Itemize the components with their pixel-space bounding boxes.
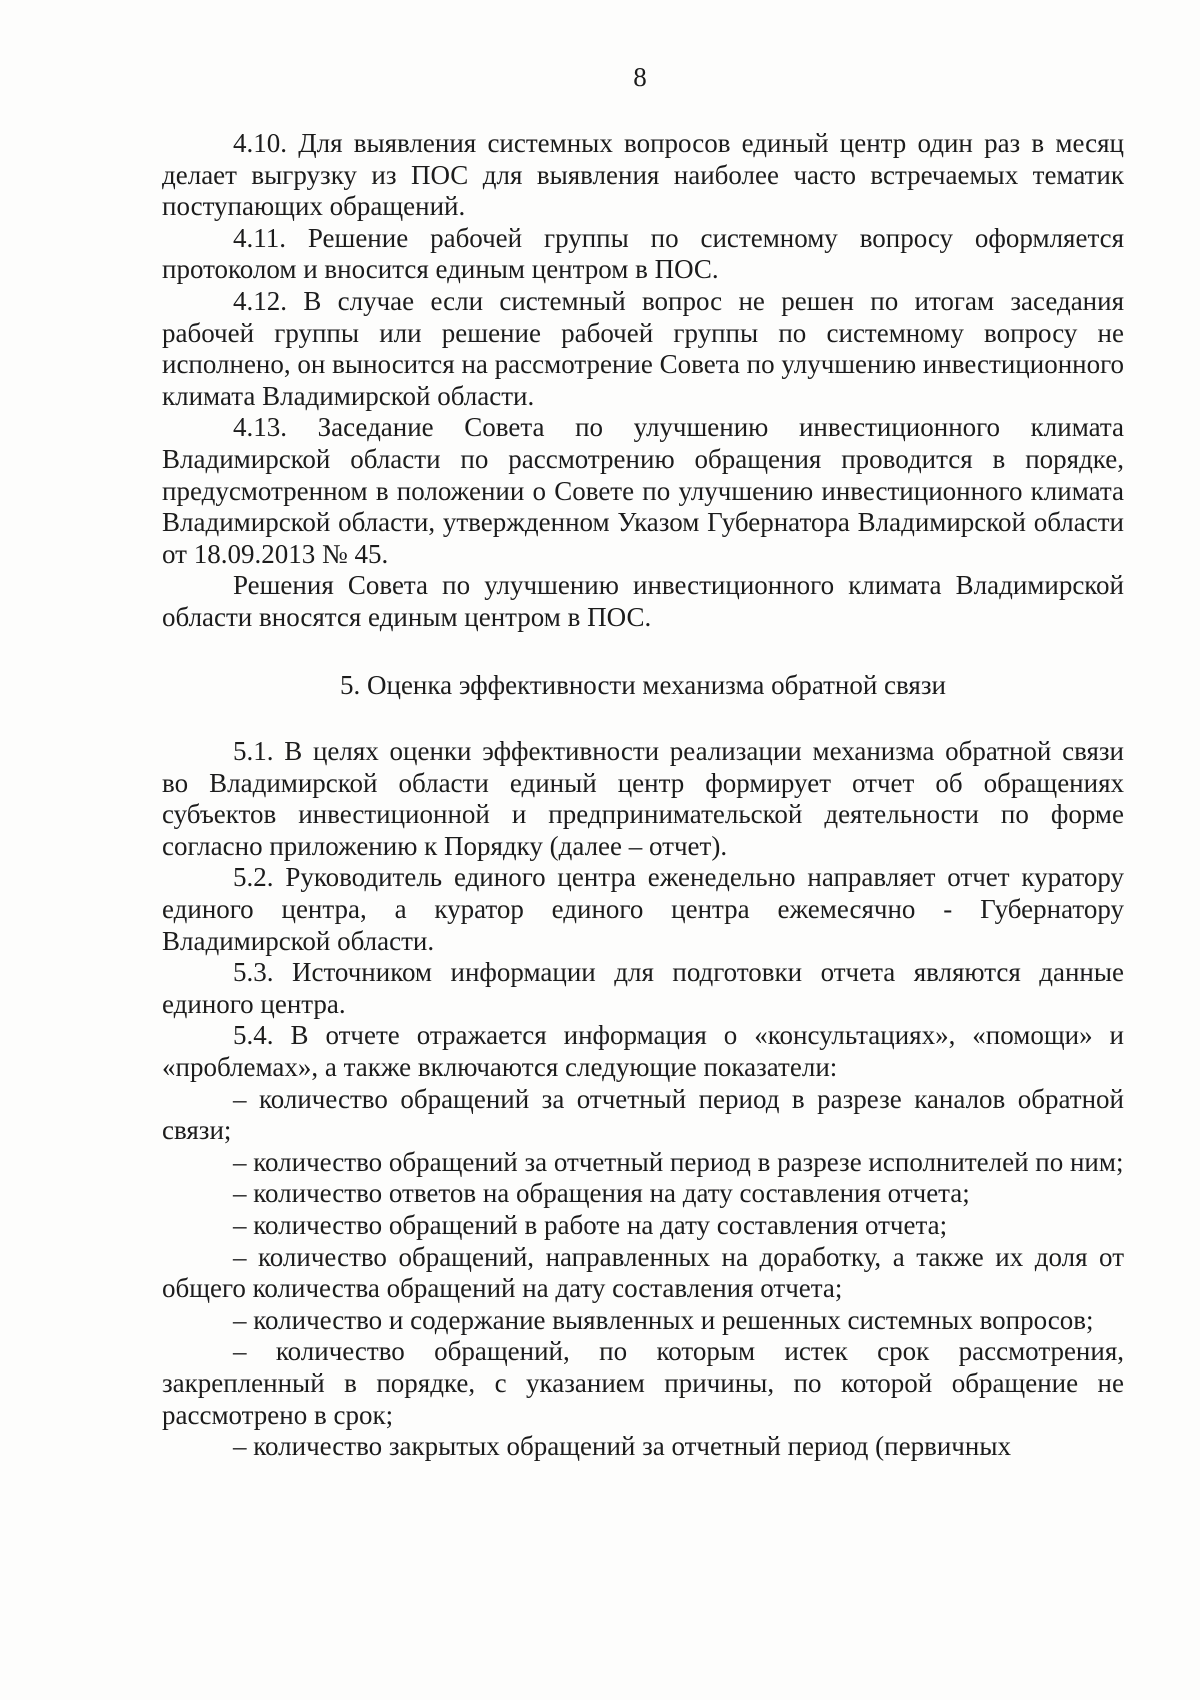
list-item: – количество и содержание выявленных и решенных системных вопросов; [233,1304,1094,1335]
list-item: – количество обращений в работе на дату составления отчета; [233,1210,948,1240]
list-item: – количество закрытых обращений за отчетный период (первичных [233,1431,1011,1462]
list-item: – количество обращений за отчетный период в разрезе каналов обратной связи; [162,1083,1124,1146]
list-item: – количество ответов на обращения на дату составления отчета; [233,1178,970,1209]
paragraph-5-2: 5.2. Руководитель единого центра еженедельно направляет отчет куратору единого центра, а куратор единого центра ежемесячно - Губернатору Владимирской области. [162,862,1124,956]
list-item: – количество обращений за отчетный период в разрезе исполнителей по ним; [233,1146,1124,1177]
paragraph-4-10: 4.10. Для выявления системных вопросов единый центр один раз в месяц делает выгрузку из ПОС для выявления наиболее часто встречаемых тематик поступающих обращений. [162,128,1124,222]
section-heading: 5. Оценка эффективности механизма обратной связи [340,669,946,700]
page-number: 8 [633,62,647,92]
paragraph-4-12: 4.12. В случае если системный вопрос не решен по итогам заседания рабочей группы или решение рабочей группы по системному вопросу не исполнено, он выносится на рассмотрение Совета по улучшению инвестиционного климата Владимирской области. [162,285,1124,411]
paragraph-4-11: 4.11. Решение рабочей группы по системному вопросу оформляется протоколом и вносится единым центром в ПОС. [162,222,1124,285]
list-item: – количество обращений, направленных на доработку, а также их доля от общего количества обращений на дату составления отчета; [162,1241,1124,1304]
document-body [162,128,1124,1463]
paragraph-5-4: 5.4. В отчете отражается информация о «консультациях», «помощи» и «проблемах», а также включаются следующие показатели: [162,1020,1124,1083]
paragraph-5-1: 5.1. В целях оценки эффективности реализации механизма обратной связи во Владимирской области единый центр формирует отчет об обращениях субъектов инвестиционной и предпринимательской деятельности по форме согласно приложению к Порядку (далее – отчет). [162,736,1124,861]
paragraph-4-13: 4.13. Заседание Совета по улучшению инвестиционного климата Владимирской области по рассмотрению обращения проводится в порядке, предусмотренном в положении о Совете по улучшению инвестиционного климата Владимирской области, утвержденном Указом Губернатора Владимирской области от 18.09.2013 № 45. [162,412,1124,569]
list-item: – количество обращений, по которым истек срок рассмотрения, закрепленный в порядке, с указанием причины, по которой обращение не рассмотрено в срок; [162,1336,1124,1430]
paragraph-5-3: 5.3. Источником информации для подготовки отчета являются данные единого центра. [162,957,1124,1019]
paragraph-council-decisions: Решения Совета по улучшению инвестиционного климата Владимирской области вносятся единым центром в ПОС. [162,570,1124,632]
